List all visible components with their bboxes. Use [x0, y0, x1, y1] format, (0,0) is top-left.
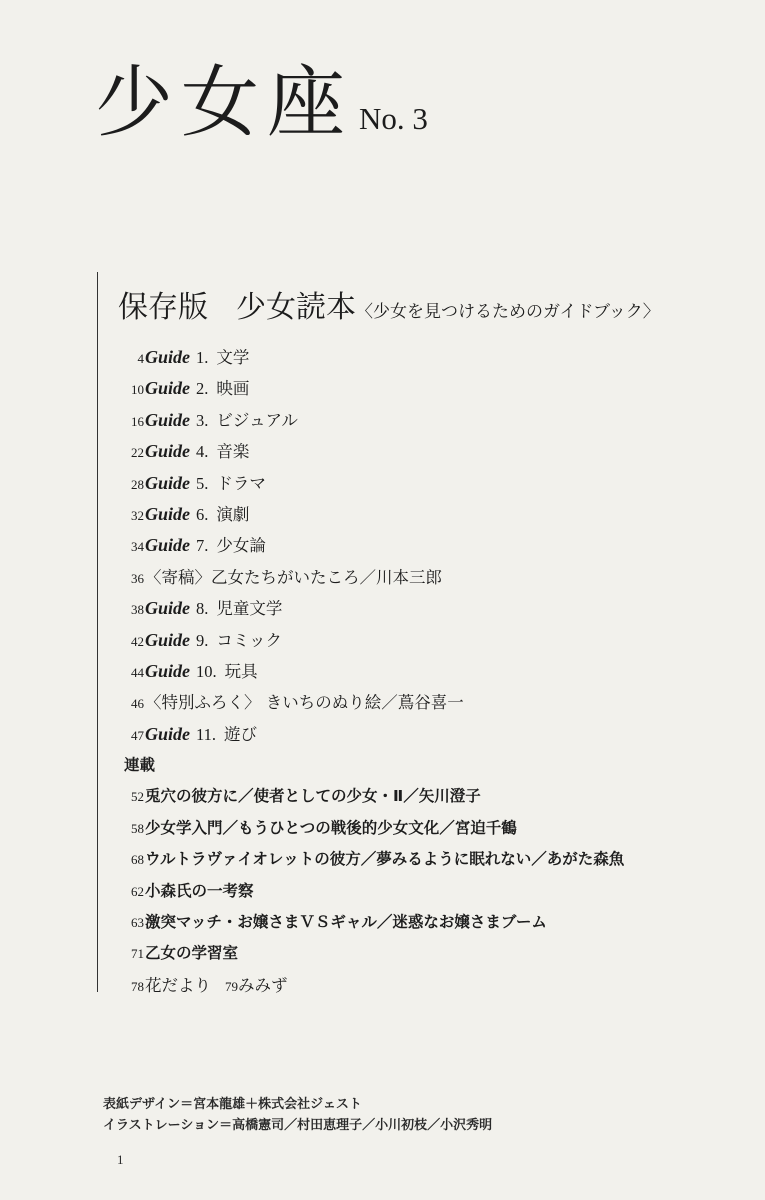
guide-number: 1.	[196, 348, 209, 367]
issue-number: No. 3	[359, 101, 428, 136]
entry-title: 玩具	[224, 661, 258, 681]
page-number: 52	[131, 789, 144, 805]
guide-label: Guide	[145, 503, 190, 524]
toc-entry[interactable]	[124, 468, 757, 499]
serial-entry[interactable]	[124, 781, 757, 812]
table-of-contents	[97, 272, 757, 995]
guide-number: 10.	[196, 661, 217, 681]
folio-page-number: 1	[117, 1152, 124, 1167]
guide-label: Guide	[145, 535, 190, 556]
entry-list	[118, 342, 757, 1001]
entry-title: 〈特別ふろく〉 きいちのぬり絵／蔦谷喜一	[145, 693, 464, 713]
feature-subtitle: 〈少女を見つけるためのガイドブック〉	[356, 302, 660, 322]
page-number: 32	[131, 507, 144, 523]
entry-title: 遊び	[224, 724, 258, 744]
credit-line: 表紙デザイン＝宮本龍雄＋株式会社ジェスト	[103, 1097, 362, 1112]
serial-detail: ／使者としての少女・Ⅱ／矢川澄子	[238, 787, 481, 806]
page-number: 58	[131, 820, 144, 836]
toc-entry[interactable]	[124, 593, 757, 624]
guide-number: 9.	[196, 630, 209, 650]
serial-title: 花だより	[145, 975, 211, 995]
page-number: 71	[131, 946, 144, 962]
guide-label: Guide	[145, 629, 190, 650]
serial-detail: ／迷惑なお嬢さまブーム	[376, 913, 547, 932]
serial-title: みみず	[238, 975, 288, 995]
serial-detail: ／夢みるように眠れない／あがた森魚	[360, 850, 625, 869]
serial-title: 小森氏の一考察	[145, 881, 254, 900]
page-number: 63	[131, 915, 144, 931]
serial-entry[interactable]	[124, 938, 757, 969]
serial-entry[interactable]	[124, 844, 757, 875]
serial-detail: ／もうひとつの戦後的少女文化／宮迫千鶴	[222, 818, 517, 837]
toc-entry[interactable]	[124, 656, 757, 687]
guide-label: Guide	[145, 441, 190, 462]
masthead	[95, 40, 428, 152]
entry-title: コミック	[216, 630, 283, 650]
serial-entry[interactable]	[124, 813, 757, 844]
page-number: 42	[131, 633, 144, 649]
guide-number: 2.	[196, 379, 209, 399]
toc-entry[interactable]	[124, 530, 757, 561]
page-number: 4	[137, 351, 144, 366]
guide-label: Guide	[145, 409, 190, 430]
toc-entry[interactable]	[124, 373, 757, 404]
page-number: 38	[131, 602, 144, 618]
toc-entry[interactable]	[124, 436, 757, 467]
serial-entry-last[interactable]	[124, 970, 757, 1001]
serial-heading: 連載	[124, 756, 156, 775]
toc-entry[interactable]	[124, 405, 757, 436]
serial-entry[interactable]	[124, 876, 757, 907]
serial-title: 少女学入門	[145, 818, 223, 837]
guide-number: 7.	[196, 536, 209, 556]
entry-title: 映画	[216, 379, 250, 399]
guide-number: 5.	[196, 473, 209, 493]
page-number: 47	[131, 727, 144, 743]
page-number: 34	[131, 539, 144, 555]
guide-label: Guide	[145, 347, 190, 367]
page-number: 78	[131, 978, 144, 994]
entry-title: 音楽	[216, 442, 250, 462]
credit-line: イラストレーション＝高橋憲司／村田恵理子／小川初枝／小沢秀明	[103, 1118, 493, 1133]
page-number: 68	[131, 852, 144, 868]
toc-entry[interactable]	[124, 342, 757, 373]
credits	[103, 1094, 492, 1136]
page-number: 10	[131, 382, 144, 398]
page-number: 44	[131, 664, 144, 680]
guide-label: Guide	[145, 723, 190, 744]
serial-title: 兎穴の彼方に	[145, 787, 239, 806]
page-number: 28	[131, 476, 144, 492]
guide-number: 3.	[196, 410, 209, 430]
serial-title: ウルトラヴァイオレットの彼方	[145, 850, 361, 869]
guide-label: Guide	[145, 660, 190, 681]
entry-title: 児童文学	[216, 599, 283, 619]
entry-title: ドラマ	[216, 473, 266, 493]
feature-kind: 保存版	[118, 290, 208, 325]
entry-title: 〈寄稿〉乙女たちがいたころ／川本三郎	[145, 567, 442, 587]
toc-entry[interactable]	[124, 625, 757, 656]
page-number: 79	[225, 978, 238, 994]
entry-title: 文学	[216, 348, 250, 367]
guide-label: Guide	[145, 598, 190, 619]
feature-heading	[118, 282, 757, 338]
page-number: 62	[131, 883, 144, 899]
toc-entry[interactable]	[124, 499, 757, 530]
guide-number: 6.	[196, 504, 209, 524]
feature-name: 少女読本	[236, 290, 356, 325]
guide-number: 8.	[196, 599, 209, 619]
page-number: 36	[131, 570, 144, 586]
guide-label: Guide	[145, 378, 190, 399]
toc-entry[interactable]	[124, 719, 757, 750]
serial-title: 激突マッチ・お嬢さまＶＳギャル	[145, 913, 377, 932]
serial-entry[interactable]	[124, 907, 757, 938]
guide-label: Guide	[145, 472, 190, 493]
page-number: 22	[131, 445, 144, 461]
magazine-title: 少女座	[95, 58, 354, 148]
serial-title: 乙女の学習室	[145, 944, 239, 963]
toc-entry[interactable]	[124, 687, 757, 718]
entry-title: 少女論	[216, 536, 266, 556]
page-number: 16	[131, 413, 144, 429]
guide-number: 11.	[196, 724, 217, 744]
toc-entry[interactable]	[124, 562, 757, 593]
guide-number: 4.	[196, 442, 209, 462]
entry-title: 演劇	[216, 504, 250, 524]
page-number: 46	[131, 696, 144, 712]
entry-title: ビジュアル	[216, 410, 298, 430]
